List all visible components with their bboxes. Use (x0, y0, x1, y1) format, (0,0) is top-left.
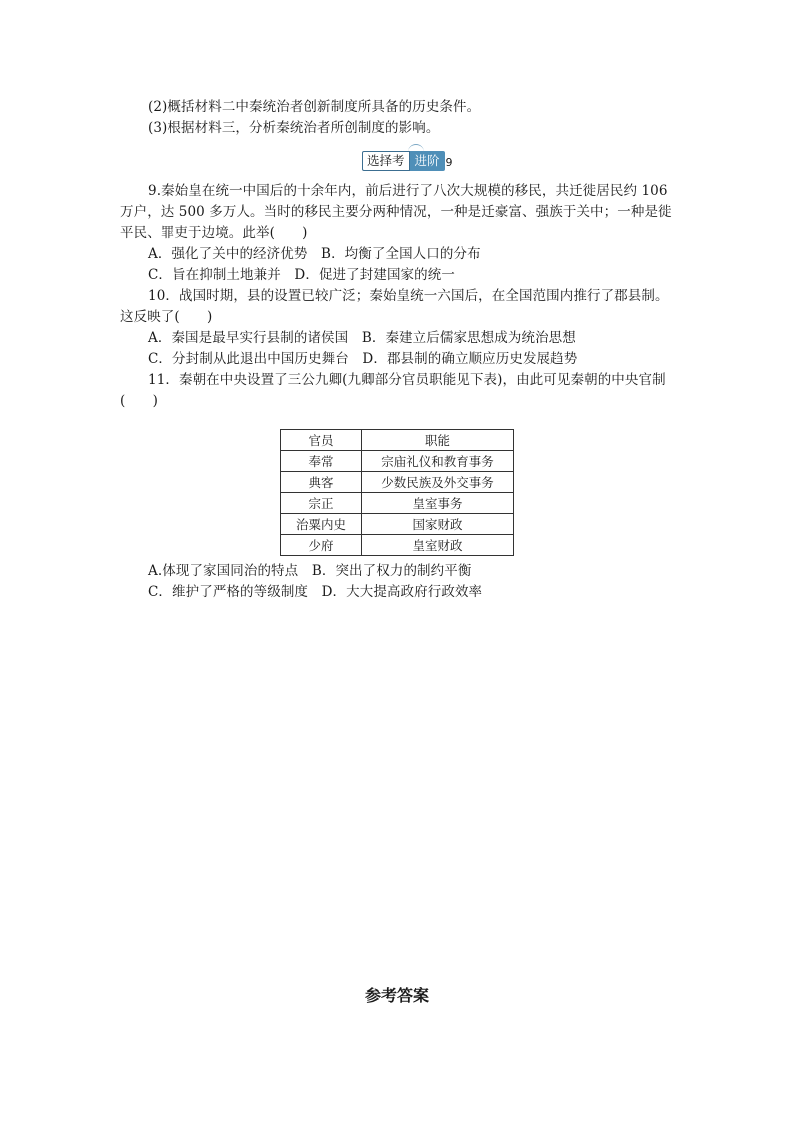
q9-option-cd: C．旨在抑制土地兼并 D．促进了封建国家的统一 (148, 267, 455, 283)
q10-line-2: 这反映了( ) (120, 309, 213, 325)
table-cell-official: 奉常 (281, 451, 362, 472)
table-header-function: 职能 (362, 430, 514, 451)
answer-section-title: 参考答案 (364, 986, 429, 1005)
q10-line-1: 10．战国时期，县的设置已较广泛；秦始皇统一六国后，在全国范围内推行了郡县制。 (148, 288, 669, 304)
table-cell-official: 治粟内史 (281, 514, 362, 535)
q11-line-2: ( ) (120, 393, 158, 409)
question-3-text: (3)根据材料三，分析秦统治者所创制度的影响。 (148, 120, 440, 136)
table-cell-function: 皇室事务 (362, 493, 514, 514)
table-cell-function: 国家财政 (362, 514, 514, 535)
table-row (281, 451, 514, 472)
q10-option-ab: A．秦国是最早实行县制的诸侯国 B．秦建立后儒家思想成为统治思想 (148, 330, 576, 346)
section-badge (362, 151, 453, 171)
table-cell-function: 少数民族及外交事务 (362, 472, 514, 493)
table-cell-official: 典客 (281, 472, 362, 493)
q9-option-ab: A．强化了关中的经济优势 B．均衡了全国人口的分布 (148, 246, 481, 262)
q9-line-2: 万户，达 500 多万人。当时的移民主要分两种情况，一种是迁豪富、强族于关中；一种是徙 (120, 204, 672, 220)
table-cell-official: 宗正 (281, 493, 362, 514)
table-cell-function: 皇室财政 (362, 535, 514, 556)
table-header-row (281, 430, 514, 451)
table-header-official: 官员 (281, 430, 362, 451)
section-badge-suffix: 9 (445, 156, 453, 169)
q10-option-cd: C．分封制从此退出中国历史舞台 D．郡县制的确立顺应历史发展趋势 (148, 351, 578, 367)
q11-option-ab: A.体现了家国同治的特点 B．突出了权力的制约平衡 (148, 563, 472, 579)
officials-table (280, 429, 514, 556)
table-row (281, 472, 514, 493)
table-row (281, 493, 514, 514)
q9-line-3: 平民、罪吏于边境。此举( ) (120, 225, 308, 241)
book-icon (408, 144, 424, 152)
section-badge-left: 选择考 (362, 151, 410, 171)
q11-option-cd: C．维护了严格的等级制度 D．大大提高政府行政效率 (148, 584, 483, 600)
question-2-text: (2)概括材料二中秦统治者创新制度所具备的历史条件。 (148, 99, 481, 115)
table-row (281, 535, 514, 556)
table-cell-official: 少府 (281, 535, 362, 556)
table-row (281, 514, 514, 535)
q9-line-1: 9.秦始皇在统一中国后的十余年内，前后进行了八次大规模的移民，共迁徙居民约 106 (148, 183, 668, 199)
q11-line-1: 11．秦朝在中央设置了三公九卿(九卿部分官员职能见下表)，由此可见秦朝的中央官制 (148, 372, 666, 388)
table-cell-function: 宗庙礼仪和教育事务 (362, 451, 514, 472)
section-badge-right: 进阶 (410, 151, 445, 171)
